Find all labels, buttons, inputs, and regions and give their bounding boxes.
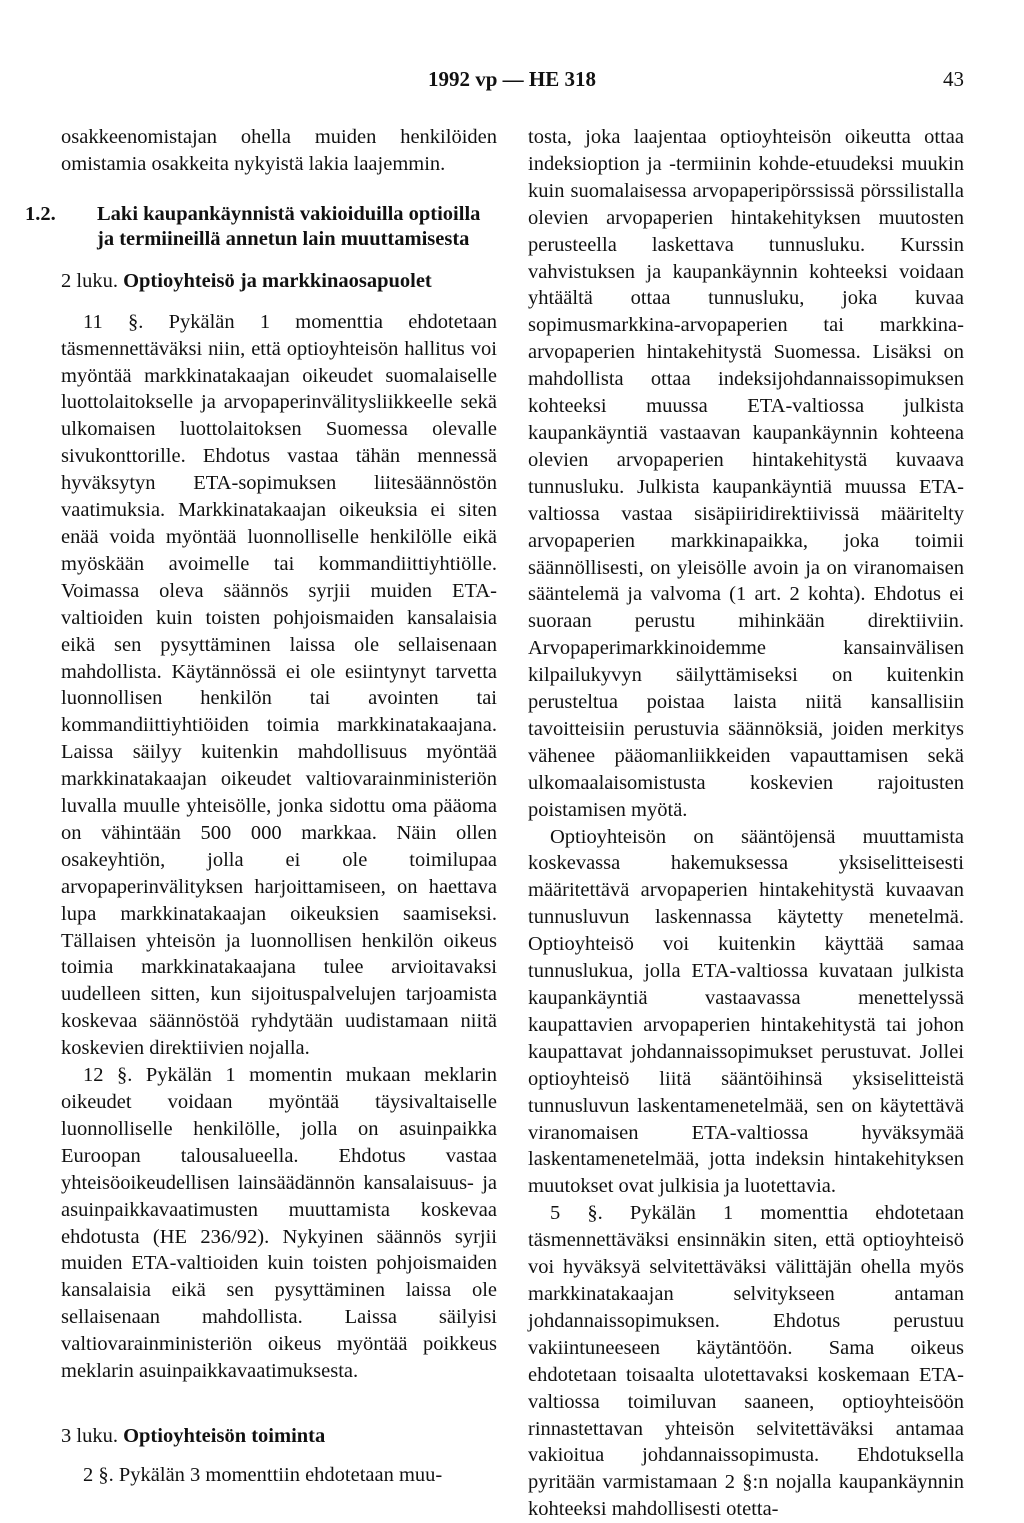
paragraph-2: 2 §. Pykälän 3 momenttiin ehdotetaan muu- bbox=[83, 1463, 443, 1486]
section-title: Laki kaupankäynnistä vakioiduilla optioilla ja termiineillä annetun lain muuttamisesta bbox=[97, 202, 481, 250]
page-number: 43 bbox=[943, 67, 964, 91]
chapter-3-label: 3 luku. bbox=[61, 1424, 118, 1447]
chapter-2-label: 2 luku. bbox=[61, 269, 118, 292]
paragraph-continued: tosta, joka laajentaa optioyhteisön oikeutta ottaa indeksioption ja -termiinin kohde-etuudeksi muukin kuin suomalaisessa arvopaperipörssissä pörssilistalla olevien arvopaperien hintakehityksen muutosten perusteella laskettava tunnusluku. Kurssin vahvistuksen ja kaupankäynnin kohteeksi voidaan yhtäältä ottaa tunnusluku, joka kuvaa sopimusmarkkina-arvopaperien tai markkina-arvopaperien hintakehitystä Suomessa. Lisäksi on mahdollista ottaa indeksijohdannaissopimuksen kohteeksi muussa ETA-valtiossa julkista kaupankäyntiä vastaavan kaupankäynnin kohteena olevien arvopaperien hintakehitystä kuvaava tunnusluku. Julkista kaupankäyntiä muussa ETA-valtiossa vastaa sisäpiiridirektiivissä määritelty arvopaperien markkinapaikka, joka toimii säännöllisesti, on yleisölle avoin ja on viranomaisen sääntelemä ja valvoma (1 art. 2 kohta). Ehdotus ei suoraan perustu mihinkään direktiiviin. Arvopaperimarkkinoidemme kansainvälisen kilpailukyvyn säilyttämiseksi on kuitenkin perusteltua poistaa laista niitä kansallisiin tavoitteisiin perustuvia säännöksiä, joiden merkitys vähenee pääomanliikkeiden vapauttamisen sekä ulkomaalaisomistusta koskevien rajoitusten poistamisen myötä. bbox=[528, 126, 964, 821]
chapter-3-heading bbox=[61, 1423, 497, 1450]
chapter-3-title: Optioyhteisön toiminta bbox=[123, 1424, 326, 1447]
paragraph-5: 5 §. Pykälän 1 momenttia ehdotetaan täsmennettäväksi ensinnäkin siten, että optioyhteisö voi hyväksyä selvitettäväksi välittäjän ohella myös markkinatakaajan selvitykseen antaman johdannaissopimuksen. Ehdotus perustuu vakiintuneeseen käytäntöön. Sama oikeus ehdotetaan toisaalta ulotettavaksi koskemaan ETA-valtiossa toimiluvan saaneen, optioyhteisöön rinnastettavan yhteisön selvitettäväksi antamaa vakioitua johdannaissopimusta. Ehdotuksella pyritään varmistamaan 2 §:n nojalla kaupankäynnin kohteeksi mahdollisesti otetta- bbox=[528, 1202, 964, 1521]
intro-paragraph: osakkeenomistajan ohella muiden henkilöiden omistamia osakkeita nykyistä lakia laajemmin. bbox=[61, 126, 497, 175]
section-number: 1.2. bbox=[25, 202, 56, 225]
left-column bbox=[25, 124, 497, 1489]
chapter-2-heading bbox=[61, 268, 497, 295]
paragraph-rules: Optioyhteisön on sääntöjensä muuttamista koskevassa hakemuksessa yksiselitteisesti määritettävä arvopaperien hintakehitystä kuvaavan tunnusluvun laskennassa käytetty menetelmä. Optioyhteisö voi kuitenkin käyttää samaa tunnuslukua, jolla ETA-valtiossa kuvataan julkista kaupankäyntiä vastaavassa menettelyssä kaupattavien arvopaperien hintakehitystä tai johon kaupattavat johdannaissopimukset perustuvat. Jollei optioyhteisö liitä sääntöihinsä yksiselitteistä tunnusluvun laskentamenetelmää, sen on käytettävä viranomaisen ETA-valtiossa hyväksymää laskentamenetelmää, jotta indeksin hintakehityksen muutokset ovat julkisia ja luotettavia. bbox=[528, 825, 964, 1198]
right-column bbox=[528, 124, 964, 1523]
running-title: 1992 vp — HE 318 bbox=[427, 67, 597, 91]
section-heading bbox=[25, 202, 497, 252]
page-header bbox=[0, 66, 1024, 96]
paragraph-12: 12 §. Pykälän 1 momentin mukaan meklarin oikeudet voidaan myöntää täysivaltaiselle luonnolliselle henkilölle, jolla on asuinpaikka Euroopan talousalueella. Ehdotus vastaa yhteisöoikeudellisen lainsäädännön kansalaisuus- ja asuinpaikkavaatimusten muuttamista koskevaa ehdotusta (HE 236/92). Nykyinen säännös syrjii muiden ETA-valtioiden kuin toisten pohjoismaiden kansalaisia eikä sen pysyttäminen laissa ole sellaisenaan mahdollista. Laissa säilyisi valtiovarainministeriön oikeus myöntää poikkeus meklarin asuinpaikkavaatimuksesta. bbox=[61, 1064, 497, 1383]
paragraph-11: 11 §. Pykälän 1 momenttia ehdotetaan täsmennettäväksi niin, että optioyhteisön hallitus voi myöntää markkinatakaajan oikeudet suomalaiselle luottolaitokselle ja arvopaperinvälitysliikkeelle sekä ulkomaisen luottolaitoksen Suomessa olevalle sivukonttorille. Ehdotus vastaa tähän mennessä hyväksytyn ETA-sopimuksen liitesäännöstön vaatimuksia. Markkinatakaajan oikeuksia ei siten enää voida myöntää luonnolliselle henkilölle eikä myöskään avoimelle tai kommandiittiyhtiölle. Voimassa oleva säännös syrjii muiden ETA-valtioiden kuin toisten pohjoismaiden kansalaisia eikä sen pysyttäminen laissa ole sellaisenaan mahdollista. Käytännössä ei ole esiintynyt tarvetta luonnollisen henkilön tai avointen tai kommandiittiyhtiöiden toimia markkinatakaajana. Laissa säilyy kuitenkin mahdollisuus myöntää markkinatakaajan oikeudet valtiovarainministeriön luvalla muulle yhteisölle, jonka sidottu oma pääoma on vähintään 500 000 markkaa. Näin ollen osakeyhtiön, jolla ei ole toimilupaa arvopaperinvälityksen harjoittamiseen, on haettava lupa markkinatakaajan oikeuksien saamiseksi. Tällaisen yhteisön ja luonnollisen henkilön oikeus toimia markkinatakaajana tulee arvioitavaksi uudelleen sitten, kun sijoituspalvelujen tarjoamista koskevaa säännöstöä ryhdytään uudistamaan niitä koskevien direktiivien nojalla. bbox=[61, 310, 497, 1060]
chapter-2-title: Optioyhteisö ja markkinaosapuolet bbox=[123, 269, 432, 292]
